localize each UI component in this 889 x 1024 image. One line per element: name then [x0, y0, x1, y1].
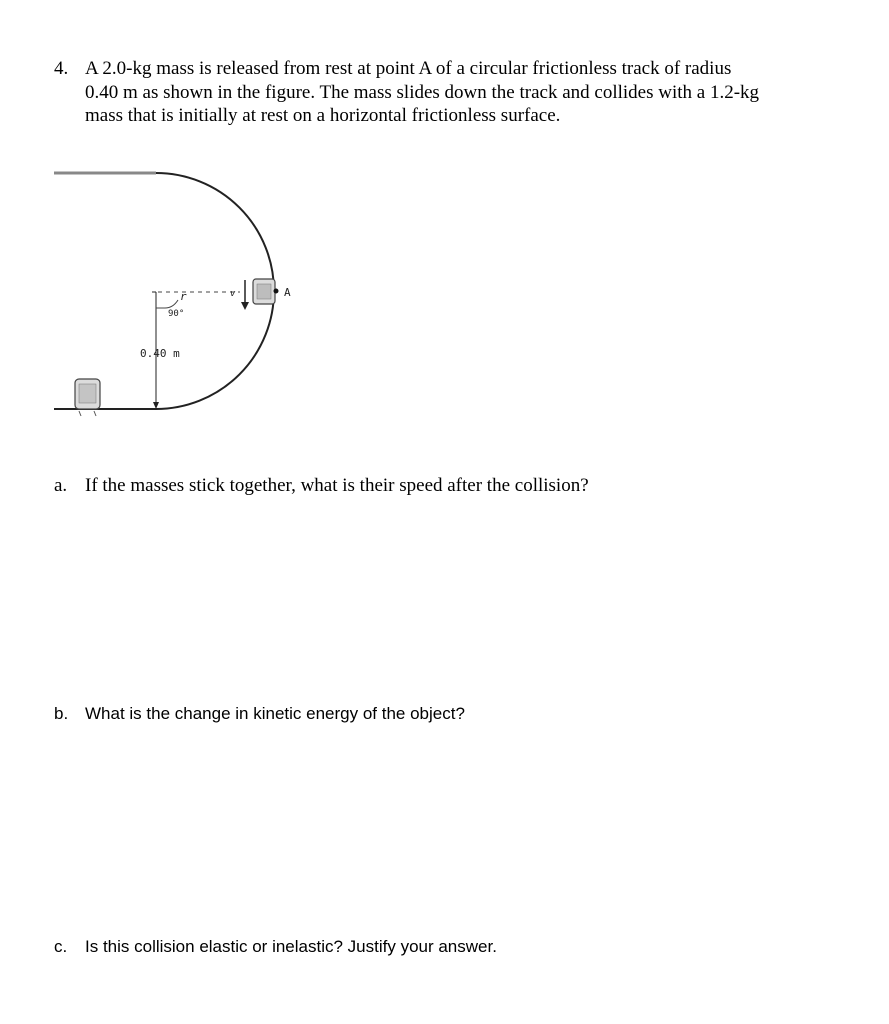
question-letter: c.	[54, 937, 68, 956]
track-figure	[50, 160, 310, 430]
r-label: r	[180, 290, 187, 303]
mass-at-a	[253, 279, 279, 304]
question-letter: b.	[54, 704, 69, 723]
question-text: Is this collision elastic or inelastic? Justify your answer.	[85, 937, 497, 956]
radius-arrow-down	[153, 402, 159, 409]
velocity-arrow-head	[241, 302, 249, 310]
mass-at-rest	[75, 379, 100, 416]
point-a-label: A	[284, 286, 291, 299]
question-text: If the masses stick together, what is their speed after the collision?	[85, 475, 589, 496]
track-diagram	[50, 160, 310, 430]
problem-line: 0.40 m as shown in the figure. The mass slides down the track and collides with a 1.2-kg	[85, 81, 760, 103]
problem-text	[85, 57, 845, 128]
problem-number: 4.	[54, 58, 69, 79]
angle-marker	[156, 300, 178, 308]
question-text: What is the change in kinetic energy of the object?	[85, 704, 465, 723]
velocity-label: v	[230, 289, 236, 299]
problem-line: A 2.0-kg mass is released from rest at point A of a circular frictionless track of radius	[85, 58, 732, 79]
question-letter: a.	[54, 475, 68, 496]
radius-length-label: 0.40 m	[140, 347, 180, 360]
problem-line: mass that is initially at rest on a horizontal frictionless surface.	[85, 105, 561, 126]
angle-label: 90°	[168, 309, 185, 319]
